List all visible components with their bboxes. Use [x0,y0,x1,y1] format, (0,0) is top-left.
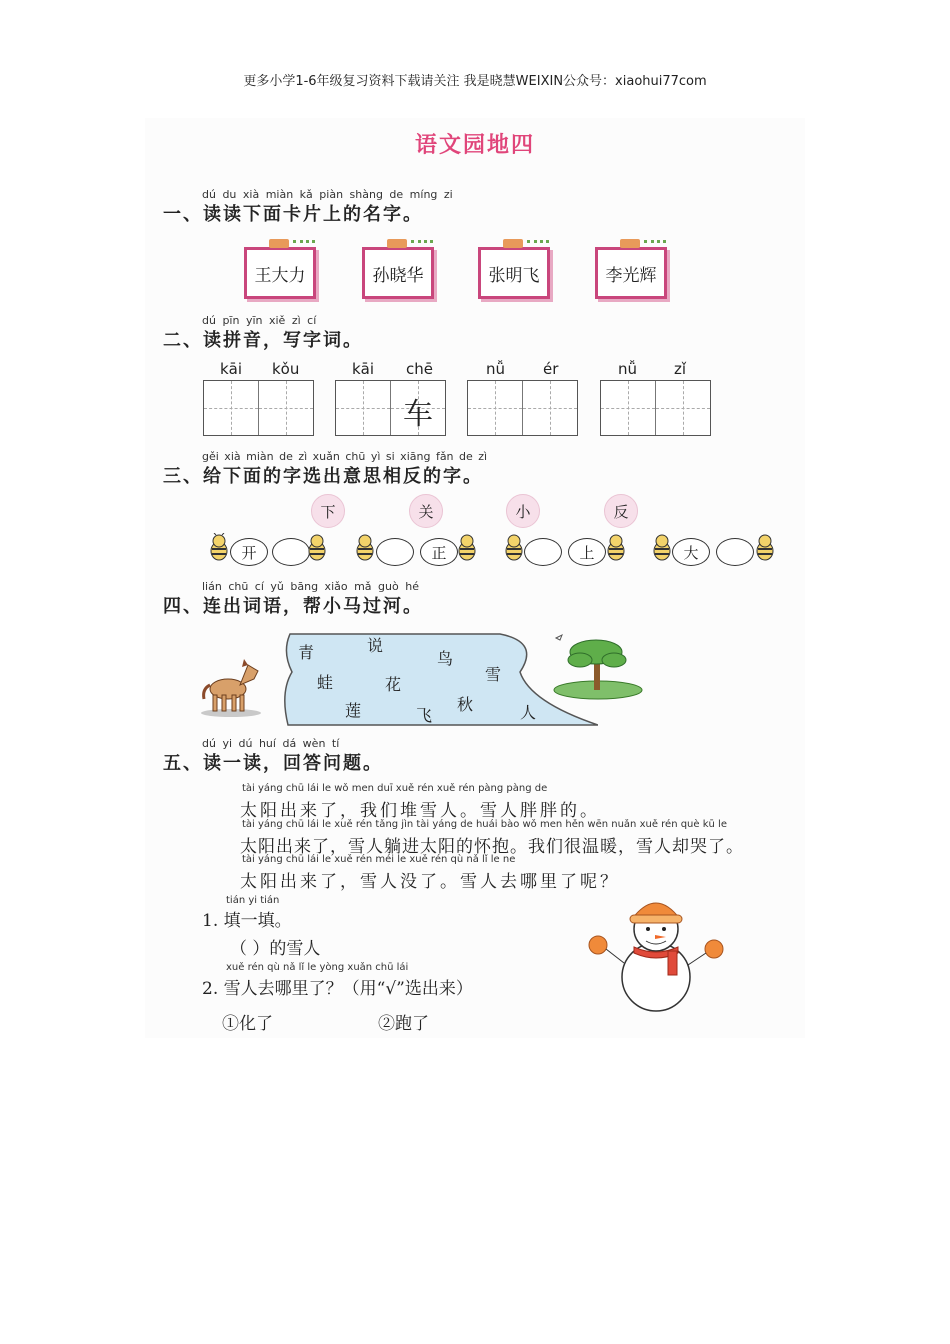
grid-cell[interactable] [601,381,656,435]
q1-pinyin: tián yi tián [226,895,280,906]
bee-icon [354,533,376,561]
river-word[interactable]: 青 [298,643,315,662]
option-bubble[interactable]: 小 [506,494,540,528]
option-bubble[interactable]: 反 [604,494,638,528]
card-text: 王大力 [254,265,306,286]
grid-cell[interactable]: 车 [391,381,445,435]
river-word[interactable]: 秋 [457,695,474,714]
grid-pinyin: zǐ [674,360,687,378]
grid-cell[interactable] [204,381,259,435]
grid-pinyin: nǚ [618,360,638,378]
bee-icon [605,533,627,561]
grid-cell[interactable] [656,381,710,435]
bee-icon [208,533,230,561]
q2-pinyin: xuě rén qù nǎ lǐ le yòng xuǎn chū lái [226,962,409,973]
bee-icon [456,533,478,561]
s2-label: 二、读拼音，写字词。 [163,330,363,351]
name-card [244,247,316,299]
answer-oval[interactable] [376,538,414,566]
option-melted[interactable]: ①化了 [222,1014,273,1034]
passage-line-3: 太阳出来了，雪人没了。雪人去哪里了呢？ [240,872,620,892]
river-word[interactable]: 花 [385,675,402,694]
writing-grid[interactable] [600,380,711,436]
writing-grid[interactable] [203,380,314,436]
s1-pinyin: dú du xià miàn kǎ piàn shàng de míng zi [202,188,453,201]
card-text: 张明飞 [488,265,540,286]
grid-pinyin: kǒu [272,360,300,378]
s5-pinyin: dú yi dú huí dá wèn tí [202,737,340,750]
name-card [595,247,667,299]
grid-pinyin: ér [543,360,559,378]
q1-blank[interactable]: （ ）的雪人 [230,939,321,959]
line3-pinyin: tài yáng chū lái le xuě rén méi le xuě rén qù nǎ lǐ le ne [242,854,516,865]
grid-cell[interactable] [259,381,313,435]
bee-icon [754,533,776,561]
option-bubble[interactable]: 关 [409,494,443,528]
answer-oval[interactable] [524,538,562,566]
name-card [478,247,550,299]
bee-icon [503,533,525,561]
grid-cell[interactable] [336,381,391,435]
s2-pinyin: dú pīn yīn xiě zì cí [202,314,317,327]
writing-grid[interactable] [467,380,578,436]
name-card [362,247,434,299]
card-text: 孙晓华 [372,265,424,286]
s3-pinyin: gěi xià miàn de zì xuǎn chū yì si xiāng fǎn de zì [202,450,488,463]
option-ran-away[interactable]: ②跑了 [378,1014,429,1034]
grid-pinyin: nǚ [486,360,506,378]
river-word[interactable]: 鸟 [437,649,454,668]
grid-cell[interactable] [523,381,577,435]
river-word[interactable]: 飞 [416,706,433,725]
line2-pinyin: tài yáng chū lái le xuě rén tǎng jìn tài yáng de huái bào wǒ men hěn wēn nuǎn xuě rén què kū le [242,819,727,830]
river-word[interactable]: 蛙 [317,673,334,692]
bee-icon [651,533,673,561]
river-word[interactable]: 人 [520,703,537,722]
word-oval: 正 [420,538,458,566]
writing-grid[interactable] [335,380,446,436]
grid-pinyin: kāi [352,360,375,378]
grid-pinyin: chē [406,360,433,378]
s3-label: 三、给下面的字选出意思相反的字。 [163,466,483,487]
bee-icon [306,533,328,561]
river-word[interactable]: 雪 [485,665,502,684]
s4-label: 四、连出词语，帮小马过河。 [163,596,423,617]
s5-label: 五、读一读，回答问题。 [163,753,383,774]
answer-oval[interactable] [272,538,310,566]
pony-icon [198,655,264,717]
page-title: 语文园地四 [414,133,535,158]
line1-pinyin: tài yáng chū lái le wǒ men duī xuě rén xuě rén pàng pàng de [242,783,548,794]
river-word[interactable]: 莲 [345,701,362,720]
question-1: 1. 填一填。 [202,911,292,931]
passage-line-2: 太阳出来了，雪人躺进太阳的怀抱。我们很温暖，雪人却哭了。 [240,837,744,857]
snowman-icon [586,893,726,1013]
grid-cell[interactable] [468,381,523,435]
passage-line-1: 太阳出来了，我们堆雪人。雪人胖胖的。 [240,801,600,821]
word-oval: 上 [568,538,606,566]
answer-oval[interactable] [716,538,754,566]
grid-pinyin: kāi [220,360,243,378]
tree-island-icon [550,630,645,700]
option-bubble[interactable]: 下 [311,494,345,528]
s1-label: 一、读读下面卡片上的名字。 [163,204,423,225]
word-oval: 开 [230,538,268,566]
card-text: 李光辉 [605,265,657,286]
river-word[interactable]: 说 [367,636,384,655]
question-2: 2. 雪人去哪里了？（用“√”选出来） [202,979,473,999]
word-oval: 大 [672,538,710,566]
header-note: 更多小学1-6年级复习资料下载请关注 我是晓慧WEIXIN公众号：xiaohui77com [243,74,707,89]
s4-pinyin: lián chū cí yǔ bāng xiǎo mǎ guò hé [202,580,419,593]
